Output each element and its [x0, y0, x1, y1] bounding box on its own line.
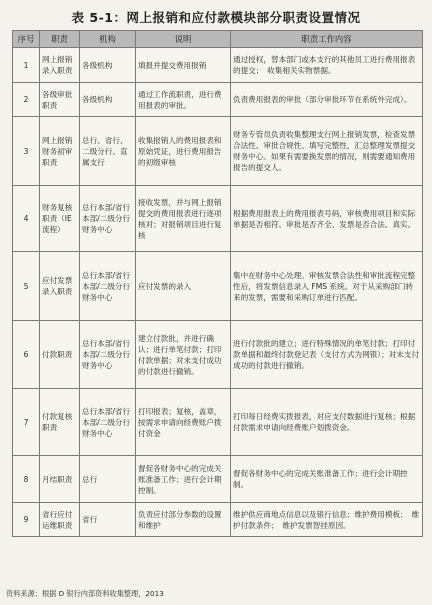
cell-no: 8 — [13, 456, 40, 503]
duties-table — [12, 30, 423, 537]
cell-no: 9 — [13, 503, 40, 537]
header-row — [13, 31, 423, 48]
cell-content: 负责费用报表的审批（部分审批环节在系统外完成）。 — [231, 83, 423, 117]
cell-no: 2 — [13, 83, 40, 117]
source-note: 资料来源：根据 D 银行内部资料收集整理，2013 — [6, 589, 164, 598]
header-org: 机构 — [80, 31, 136, 48]
cell-org: 各级机构 — [80, 48, 136, 83]
table-row — [13, 456, 423, 503]
cell-role: 月结职责 — [40, 456, 80, 503]
cell-content: 根据费用报表上的费用报表号码，审核费用项目和实际单据是否相符、审批是否齐全、发票是否合法、真实。 — [231, 186, 423, 252]
table-row — [13, 321, 423, 389]
cell-desc: 收集报销人的费用报表和原始凭证，进行费用报告的初级审核 — [136, 117, 231, 186]
cell-desc: 打印报表；复核，盖章，按需求申请向经费账户拨付资金 — [136, 389, 231, 456]
cell-role: 应付发票录入职责 — [40, 252, 80, 321]
cell-content: 集中在财务中心处理。审核发票合法性和审批流程完整性后，将发票信息录入 FMS 系统。对于从采购部门转来的发票，需要和采购订单进行匹配。 — [231, 252, 423, 321]
cell-role: 网上报销财务初审职责 — [40, 117, 80, 186]
table-row — [13, 117, 423, 186]
cell-content: 进行付款批的建立；进行特殊情况的单笔付款；打印付款单据和最终付款登记表（支付方式为网银）；对未支付成功的付款进行撤销。 — [231, 321, 423, 389]
cell-desc: 应付发票的录入 — [136, 252, 231, 321]
cell-role: 各级审批职责 — [40, 83, 80, 117]
cell-content: 督促各财务中心的完成关账准备工作；进行会计期控制。 — [231, 456, 423, 503]
cell-desc: 负责应付部分参数的设置和维护 — [136, 503, 231, 537]
cell-desc: 通过工作流职责，进行费用报表的审批。 — [136, 83, 231, 117]
table-row — [13, 48, 423, 83]
cell-role: 网上报销录入职责 — [40, 48, 80, 83]
table-row — [13, 83, 423, 117]
cell-no: 3 — [13, 117, 40, 186]
cell-content: 打印每日经费实拨报表，对应支付数据进行复核；根据付款需求申请向经费账户划拨资金。 — [231, 389, 423, 456]
cell-role: 付款职责 — [40, 321, 80, 389]
table-row — [13, 186, 423, 252]
cell-org: 总行本部/省行本部/二级分行财务中心 — [80, 186, 136, 252]
cell-desc: 填报并提交费用报销 — [136, 48, 231, 83]
table-title: 表 5-1：网上报销和应付款模块部分职责设置情况 — [71, 10, 361, 25]
cell-no: 7 — [13, 389, 40, 456]
cell-org: 总行、省行、二级分行、直属支行 — [80, 117, 136, 186]
header-content: 职责工作内容 — [231, 31, 423, 48]
table-row — [13, 252, 423, 321]
cell-org: 总行本部/省行本部/二级分行财务中心 — [80, 321, 136, 389]
cell-no: 1 — [13, 48, 40, 83]
cell-content: 通过授权，替本部门或本支行的其他员工进行费用报表的提交； 收集相关实物票据。 — [231, 48, 423, 83]
cell-role: 财务复核职责（IE流程） — [40, 186, 80, 252]
cell-org: 总行 — [80, 456, 136, 503]
cell-no: 6 — [13, 321, 40, 389]
table-row — [13, 503, 423, 537]
cell-role: 省行应付运维职责 — [40, 503, 80, 537]
cell-org: 总行本部/省行本部/二级分行财务中心 — [80, 252, 136, 321]
header-desc: 说明 — [136, 31, 231, 48]
cell-desc: 建立付款批，并进行确认；进行单笔付款；打印付款单据；对未支付成功的付款进行撤销。 — [136, 321, 231, 389]
cell-desc: 接收发票，并与网上报销提交的费用报表进行逐项核对；对报销项目进行复核 — [136, 186, 231, 252]
cell-org: 省行 — [80, 503, 136, 537]
cell-content: 维护供应商地点信息以及银行信息；维护费用模板； 维护付款条件； 维护发票智挂原因。 — [231, 503, 423, 537]
cell-content: 财务专管员负责收集整理支行网上报销发票，检查发票合法性、审批合规性、填写完整性，汇总整理发票提交财务中心。如果有需要换发票的情况，则需要通知费用报告的提交人。 — [231, 117, 423, 186]
cell-role: 付款复核职责 — [40, 389, 80, 456]
header-role: 职责 — [40, 31, 80, 48]
cell-org: 总行本部/省行本部/二级分行财务中心 — [80, 389, 136, 456]
cell-org: 各级机构 — [80, 83, 136, 117]
header-no: 序号 — [13, 31, 40, 48]
cell-desc: 督促各财务中心的完成关账准备工作；进行会计期控制。 — [136, 456, 231, 503]
table-row — [13, 389, 423, 456]
cell-no: 5 — [13, 252, 40, 321]
cell-no: 4 — [13, 186, 40, 252]
